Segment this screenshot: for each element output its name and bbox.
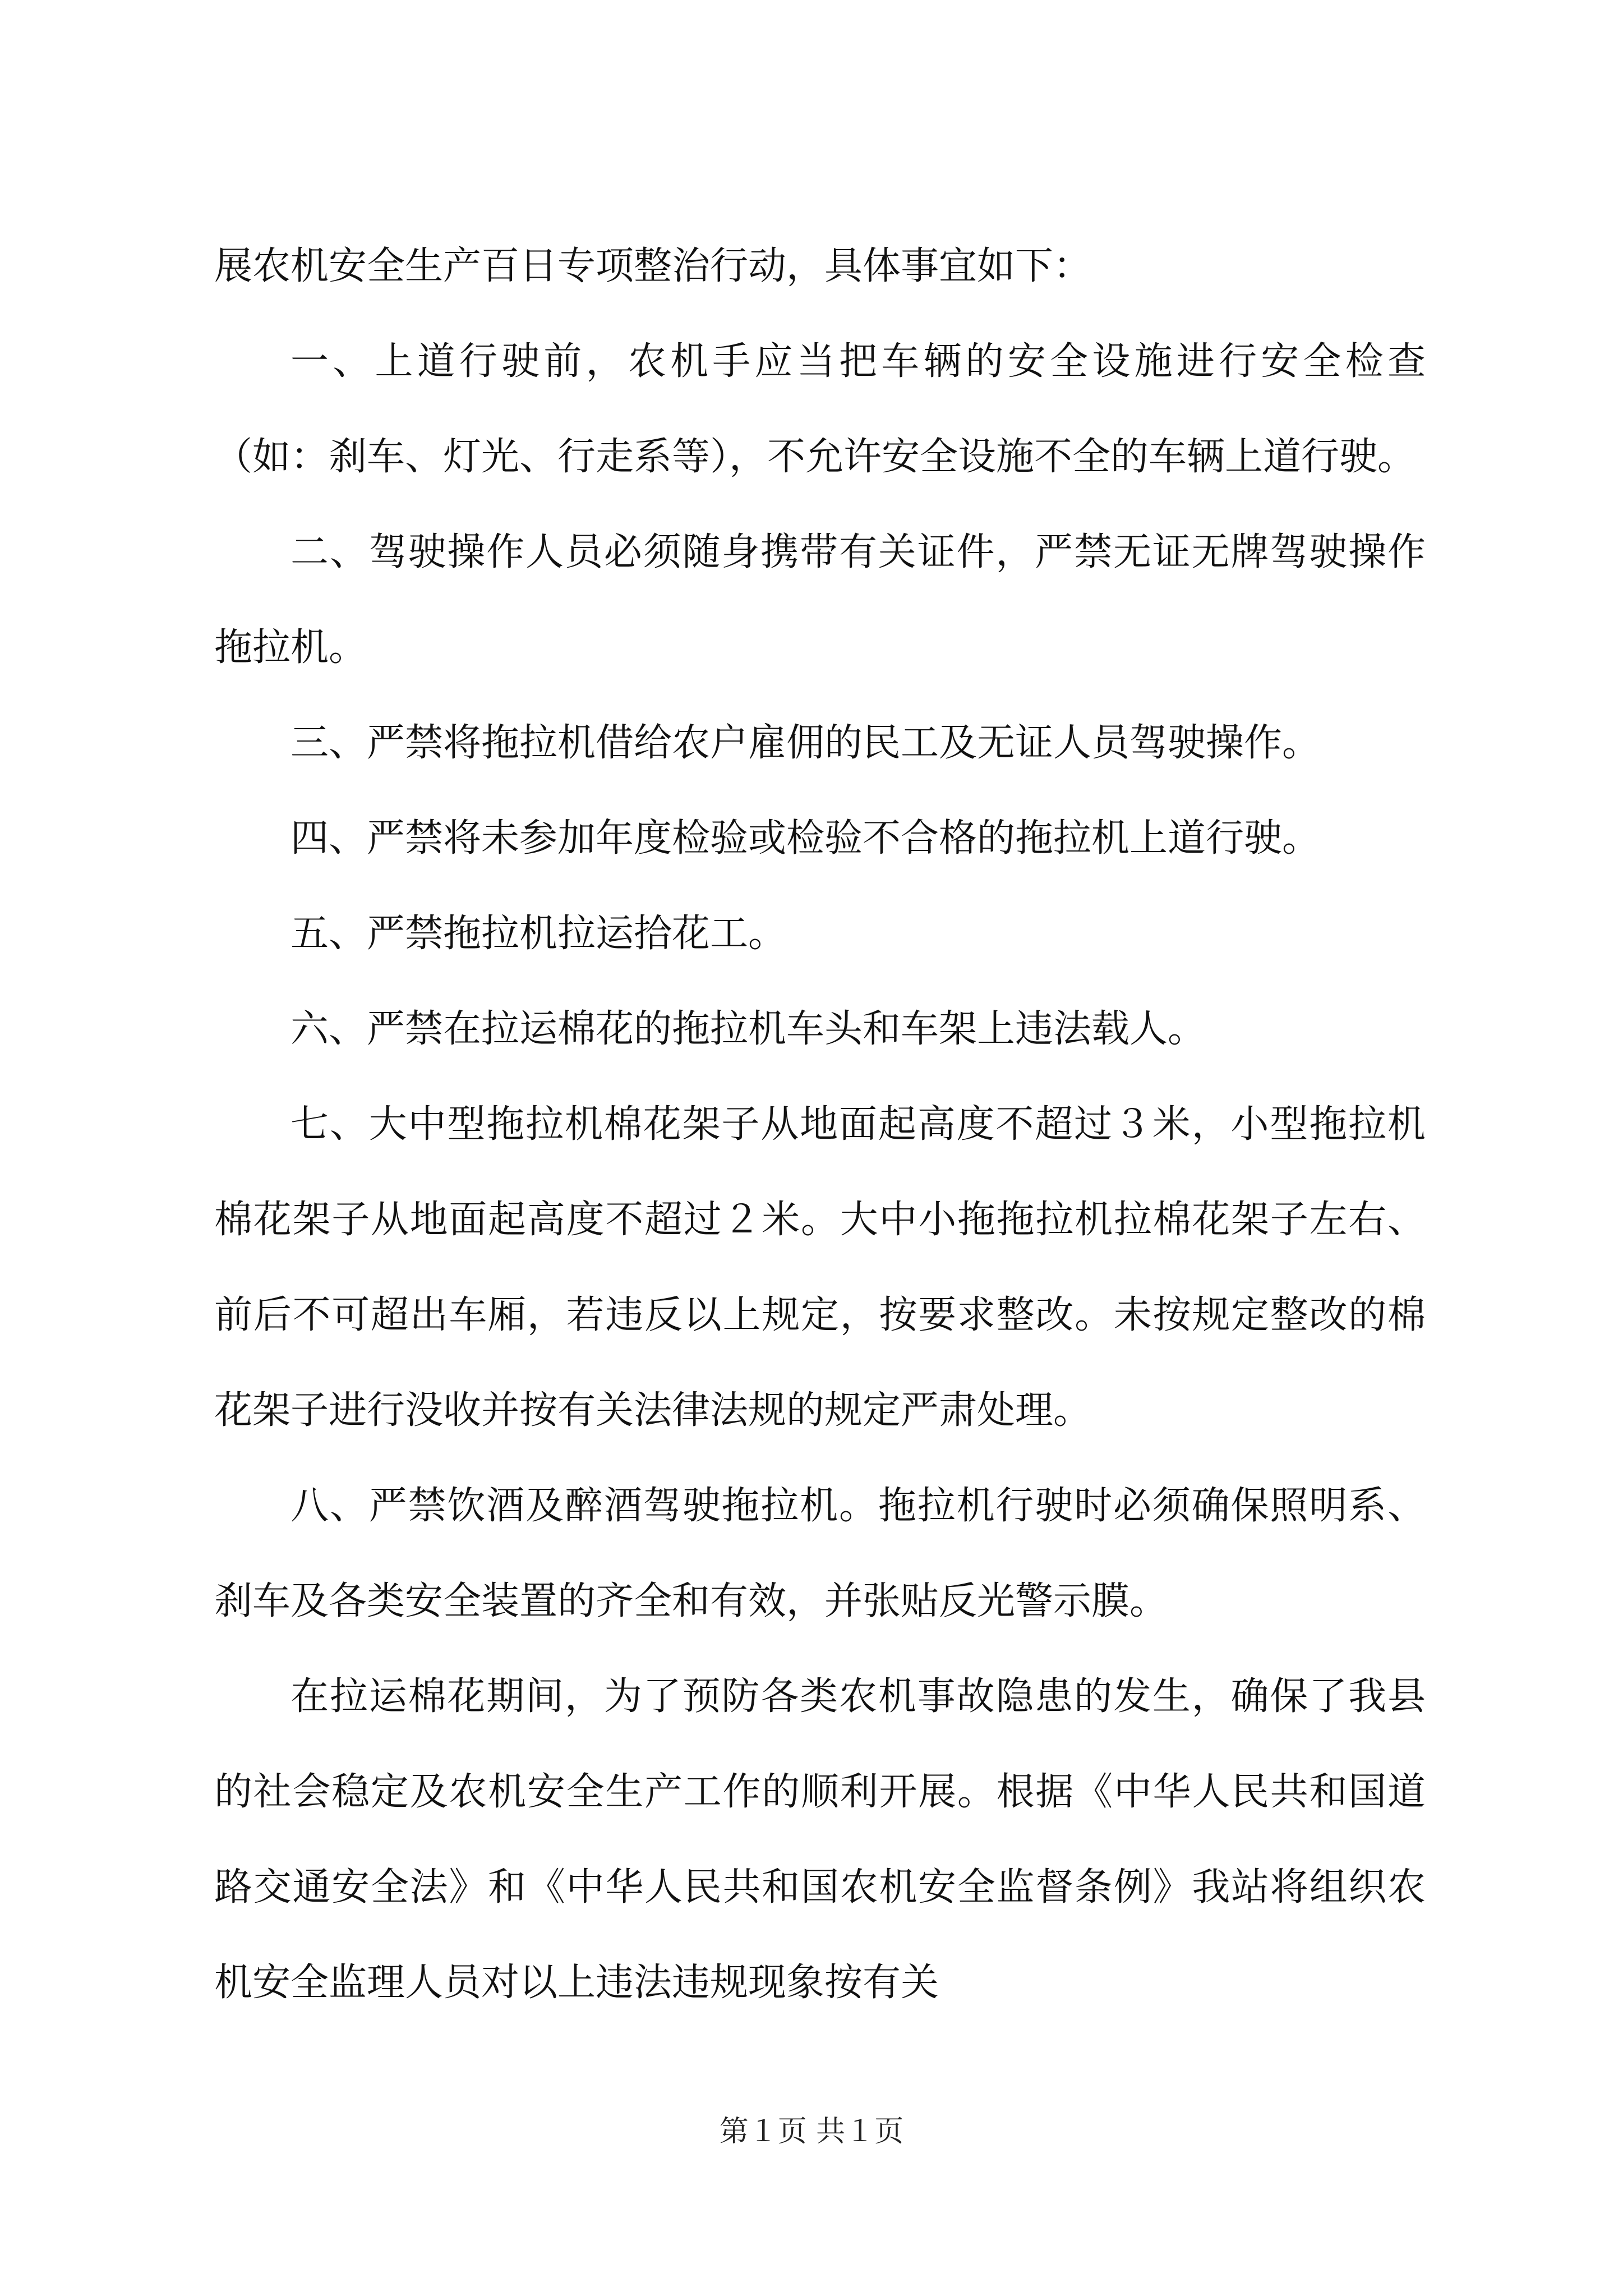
paragraph-intro: 展农机安全生产百日专项整治行动，具体事宜如下： (214, 244, 1092, 288)
paragraph-item-8: 八、严禁饮酒及醉酒驾驶拖拉机。拖拉机行驶时必须确保照明系、刹车及各类安全装置的齐全和有效，并张贴反光警示膜。 (214, 1484, 1426, 1623)
paragraph-item-7: 七、大中型拖拉机棉花架子从地面起高度不超过３米，小型拖拉机棉花架子从地面起高度不超过２米。大中小拖拖拉机拉棉花架子左右、前后不可超出车厢，若违反以上规定，按要求整改。未按规定整改的棉花架子进行没收并按有关法律法规的规定严肃处理。 (214, 1102, 1426, 1433)
document-body (214, 219, 1426, 2031)
paragraph-item-5: 五、严禁拖拉机拉运拾花工。 (291, 912, 787, 956)
paragraph-item-6: 六、严禁在拉运棉花的拖拉机车头和车架上违法载人。 (291, 1007, 1206, 1051)
paragraph-item-2: 二、驾驶操作人员必须随身携带有关证件，严禁无证无牌驾驶操作拖拉机。 (214, 530, 1426, 670)
page-footer: 第１页 共１页 (719, 2115, 904, 2148)
paragraph-closing: 在拉运棉花期间，为了预防各类农机事故隐患的发生，确保了我县的社会稳定及农机安全生产工作的顺利开展。根据《中华人民共和国道路交通安全法》和《中华人民共和国农机安全监督条例》我站将组织农机安全监理人员对以上违法违规现象按有关 (214, 1674, 1426, 2005)
paragraph-item-1: 一、上道行驶前，农机手应当把车辆的安全设施进行安全检查（如：刹车、灯光、行走系等），不允许安全设施不全的车辆上道行驶。 (214, 339, 1426, 479)
paragraph-item-4: 四、严禁将未参加年度检验或检验不合格的拖拉机上道行驶。 (291, 816, 1321, 861)
paragraph-item-3: 三、严禁将拖拉机借给农户雇佣的民工及无证人员驾驶操作。 (291, 721, 1321, 765)
